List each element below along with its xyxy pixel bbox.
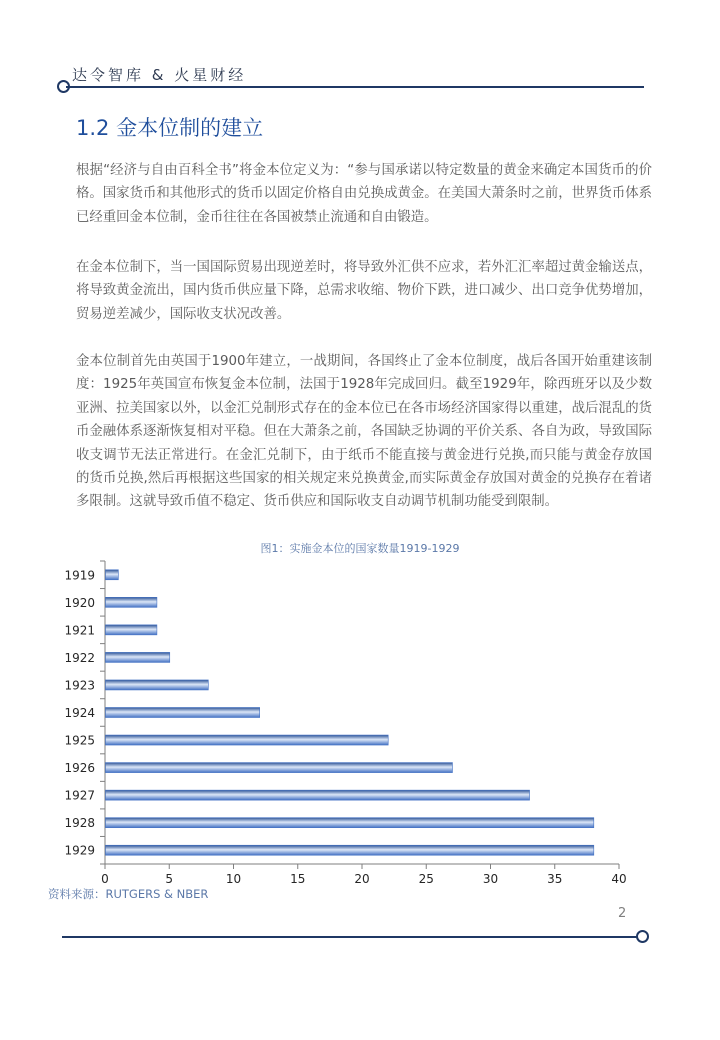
y-tick-label: 1923 <box>64 678 95 693</box>
bar-1928 <box>106 818 594 828</box>
x-tick-label: 20 <box>354 872 370 886</box>
y-tick-label: 1924 <box>64 706 95 720</box>
x-tick-label: 5 <box>165 872 174 886</box>
footer-rule <box>62 936 640 938</box>
x-tick-label: 40 <box>611 872 627 886</box>
x-tick-label: 35 <box>547 872 563 886</box>
chart-caption: 图1：实施金本位的国家数量1919-1929 <box>260 542 460 555</box>
bar-1921 <box>106 625 157 635</box>
y-tick-label: 1922 <box>64 650 95 665</box>
paragraph-definition: 根据“经济与自由百科全书”将金本位定义为：“参与国承诺以特定数量的黄金来确定本国货币的价格。国家货币和其他形式的货币以固定价格自由兑换成黄金。在美国大萧条时之前，世界货币体系已经重回金本位制，金币往往在各国被禁止流通和自由锻造。 <box>76 163 652 225</box>
bar-1926 <box>106 763 453 773</box>
source-note: 资料来源：RUTGERS & NBER <box>48 887 209 901</box>
paragraph-mechanism: 在金本位制下，当一国国际贸易出现逆差时，将导致外汇供不应求，若外汇汇率超过黄金输送点，将导致黄金流出，国内货币供应量下降，总需求收缩、物价下跌，进口减少、出口竞争优势增加，贸易逆差减少，国际收支状况改善。 <box>76 260 652 322</box>
y-tick-label: 1927 <box>64 788 95 803</box>
y-tick-label: 1920 <box>64 595 95 610</box>
x-tick-label: 15 <box>290 872 306 886</box>
y-tick-label: 1929 <box>64 843 95 858</box>
y-tick-label: 1925 <box>64 733 95 748</box>
page-number: 2 <box>618 906 627 921</box>
x-tick-label: 0 <box>101 872 109 886</box>
bar-1927 <box>106 790 530 800</box>
footer-dot <box>636 930 649 943</box>
bar-1924 <box>106 708 260 718</box>
bar-1922 <box>106 652 170 662</box>
bar-1920 <box>106 597 157 607</box>
paragraph-history: 金本位制首先由英国于1900年建立，一战期间，各国终止了金本位制度，战后各国开始重建该制度：1925年英国宣布恢复金本位制，法国于1928年完成回归。截至1929年，除西班牙以及少数亚洲、拉美国家以外，以金汇兑制形式存在的金本位已在各市场经济国家得以重建，战后混乱的货币金融体系逐渐恢复相对平稳。但在大萧条之前，各国缺乏协调的平价关系、各自为政，导致国际收支调节无法正常进行。在金汇兑制下，由于纸币不能直接与黄金进行兑换,而只能与黄金存放国的货币兑换,然后再根据这些国家的相关规定来兑换黄金,而实际黄金存放国对黄金的兑换存在着诸多限制。这就导致币值不稳定、货币供应和国际收支自动调节机制功能受到限制。 <box>76 354 652 510</box>
bar-1919 <box>106 570 119 580</box>
x-tick-label: 30 <box>482 872 499 886</box>
y-tick-label: 1921 <box>64 623 95 638</box>
y-tick-label: 1926 <box>64 761 95 776</box>
bar-1923 <box>106 680 209 690</box>
header-rule <box>66 86 644 88</box>
x-tick-label: 10 <box>225 872 242 886</box>
bar-chart <box>50 558 640 888</box>
y-tick-label: 1919 <box>64 568 95 583</box>
bar-1925 <box>106 735 389 745</box>
bar-1929 <box>106 845 594 855</box>
x-tick-label: 25 <box>418 872 434 886</box>
header-title: 达令智库 & 火星财经 <box>72 66 247 84</box>
y-tick-label: 1928 <box>64 816 95 831</box>
section-title: 1.2 金本位制的建立 <box>76 116 264 140</box>
